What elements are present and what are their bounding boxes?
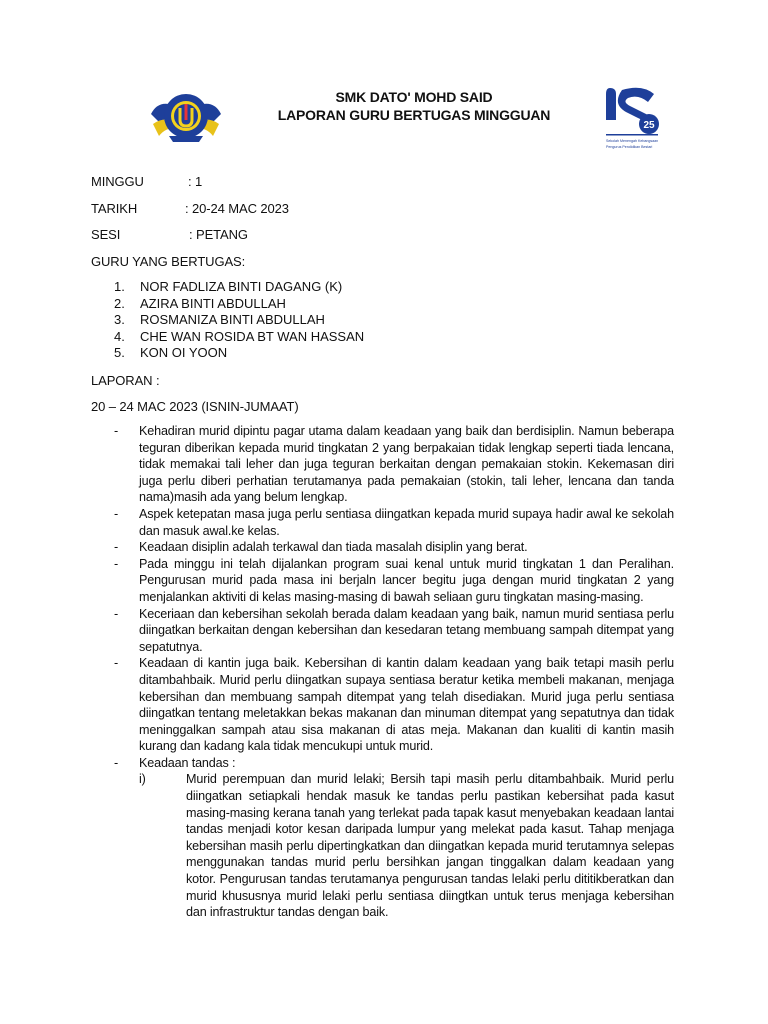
document-header [200,88,628,124]
tandas-subitem: i) Murid perempuan dan murid lelaki; Bersih tapi masih perlu ditambahbaik. Murid perlu diingatkan setiapkali hendak masuk ke tandas perlu pastikan kebersihat pada kasut masing-masing kerana tanah yang terlekat pada tapak kasut menyebakan keadaan lantai tandas menjadi kotor kesan daripada lumpur yang melekat pada kasut. Tahap menjaga kebersihan masih perlu dipertingkatkan dan diingatkan kepada murid terutamnya selepas menggunakan tandas murid perlu bersihkan jangan tinggalkan dalam keadaan yang kotor. Pengurusan tandas terutamanya pengurusan tandas lelaki perlu dititikberatkan dan murid khususnya murid lelaki perlu sentiasa diingtkan untuk terus menjaga kebersihan dan infrastruktur tandas dengan baik. [139,772,674,920]
minggu-label: MINGGU [91,174,144,189]
report-item: - Keadaan tandas : i) Murid perempuan dan murid lelaki; Bersih tapi masih perlu ditambahbaik. Murid perlu diingatkan setiapkali hendak masuk ke tandas perlu pastikan kebersihat pada kasut masing-masing kerana tanah yang terlekat pada tapak kasut menyebakan keadaan lantai tandas menjadi kotor kesan daripada lumpur yang melekat pada kasut. Tahap menjaga kebersihan masih perlu dipertingkatkan dan diingatkan kepada murid terutamnya selepas menggunakan tandas murid perlu bersihkan jangan tinggalkan dalam keadaan yang kotor. Pengurusan tandas terutamanya pengurusan tandas lelaki perlu dititikberatkan dan murid khususnya murid lelaki perlu sentiasa diingtkan untuk terus menjaga kebersihan dan infrastruktur tandas dengan baik. [114,755,674,920]
report-item: - Pada minggu ini telah dijalankan program suai kenal untuk murid tingkatan 1 dan Peralihan. Pengurusan murid pada masa ini berjaln lancer begitu juga dengan murid tingkatan 2 yang menjalankan aktiviti di kelas masing-masing di bawah seliaan guru tingkatan masing-masing. [114,556,674,604]
report-item: - Keadaan disiplin adalah terkawal dan tiada masalah disiplin yang berat. [114,540,528,555]
teacher-item: 4. CHE WAN ROSIDA BT WAN HASSAN [114,328,365,344]
laporan-label: LAPORAN : [91,373,160,388]
report-item: - Keadaan di kantin juga baik. Kebersihan di kantin dalam keadaan yang baik tetapi masih perlu ditambahbaik. Murid perlu diingatkan supaya sentiasa beratur ketika membeli makanan, menjaga kebersihan dan membuang sampah ditempat yang telah disediakan. Murid juga perlu sentiasa diingatkan tentang meletakkan bekas makanan dan minuman ditempat yang sepatutnya dan tidak meninggalkan sampah atau sisa makanan di atas meja. Makanan dan kualiti di kantin masih kurang dan kadang kala tidak mencukupi untuk murid. [114,656,674,754]
tarikh-label: TARIKH [91,201,138,216]
guru-label: GURU YANG BERTUGAS: [91,254,246,269]
report-period: 20 – 24 MAC 2023 (ISNIN-JUMAAT) [91,399,299,414]
report-item: - Aspek ketepatan masa juga perlu sentiasa diingatkan kepada murid supaya hadir awal ke sekolah dan masuk awal.ke kelas. [114,506,674,538]
school-name: SMK DATO' MOHD SAID [335,89,493,105]
teacher-item: 1. NOR FADLIZA BINTI DAGANG (K) [114,279,343,294]
logo-caption-1: Sekolah Menengah Kebangsaan [606,139,659,143]
sesi-value: : PETANG [189,227,248,242]
report-item: - Keceriaan dan kebersihan sekolah berada dalam keadaan yang baik, namun murid sentiasa perlu diingatkan berkaitan dengan kebersihan dan kesedaran tetang membuang sampah ditempat yang sepatutnya. [114,606,674,654]
report-items [114,423,674,921]
sesi-label: SESI [91,227,121,242]
tandas-sublist [139,771,674,920]
anniversary-25-logo [602,84,662,154]
tarikh-value: : 20-24 MAC 2023 [185,201,289,216]
logo-caption-2: Pengurus Pendidikan Bestari [606,145,653,149]
teacher-list [114,279,364,362]
anniversary-number: 25 [643,120,655,131]
report-item: - Kehadiran murid dipintu pagar utama dalam keadaan yang baik dan berdisiplin. Namun beberapa teguran diberikan kepada murid tingkatan 2 yang berpakaian tidak lengkap seperti tiada lencana, tidak memakai tali leher dan juga teguran berkaitan dengan pemakaian stokin. Kekemasan diri juga perlu diberi perhatian terutamanya pada pemakaian (stokin, tali leher, lencana dan tanda nama)masih ada yang belum lengkap. [114,424,674,505]
report-title: LAPORAN GURU BERTUGAS MINGGUAN [277,107,551,123]
teacher-item: 2. AZIRA BINTI ABDULLAH [114,295,286,311]
teacher-item: 5. KON OI YOON [114,345,228,361]
minggu-value: : 1 [188,174,203,189]
teacher-item: 3. ROSMANIZA BINTI ABDULLAH [114,312,325,328]
